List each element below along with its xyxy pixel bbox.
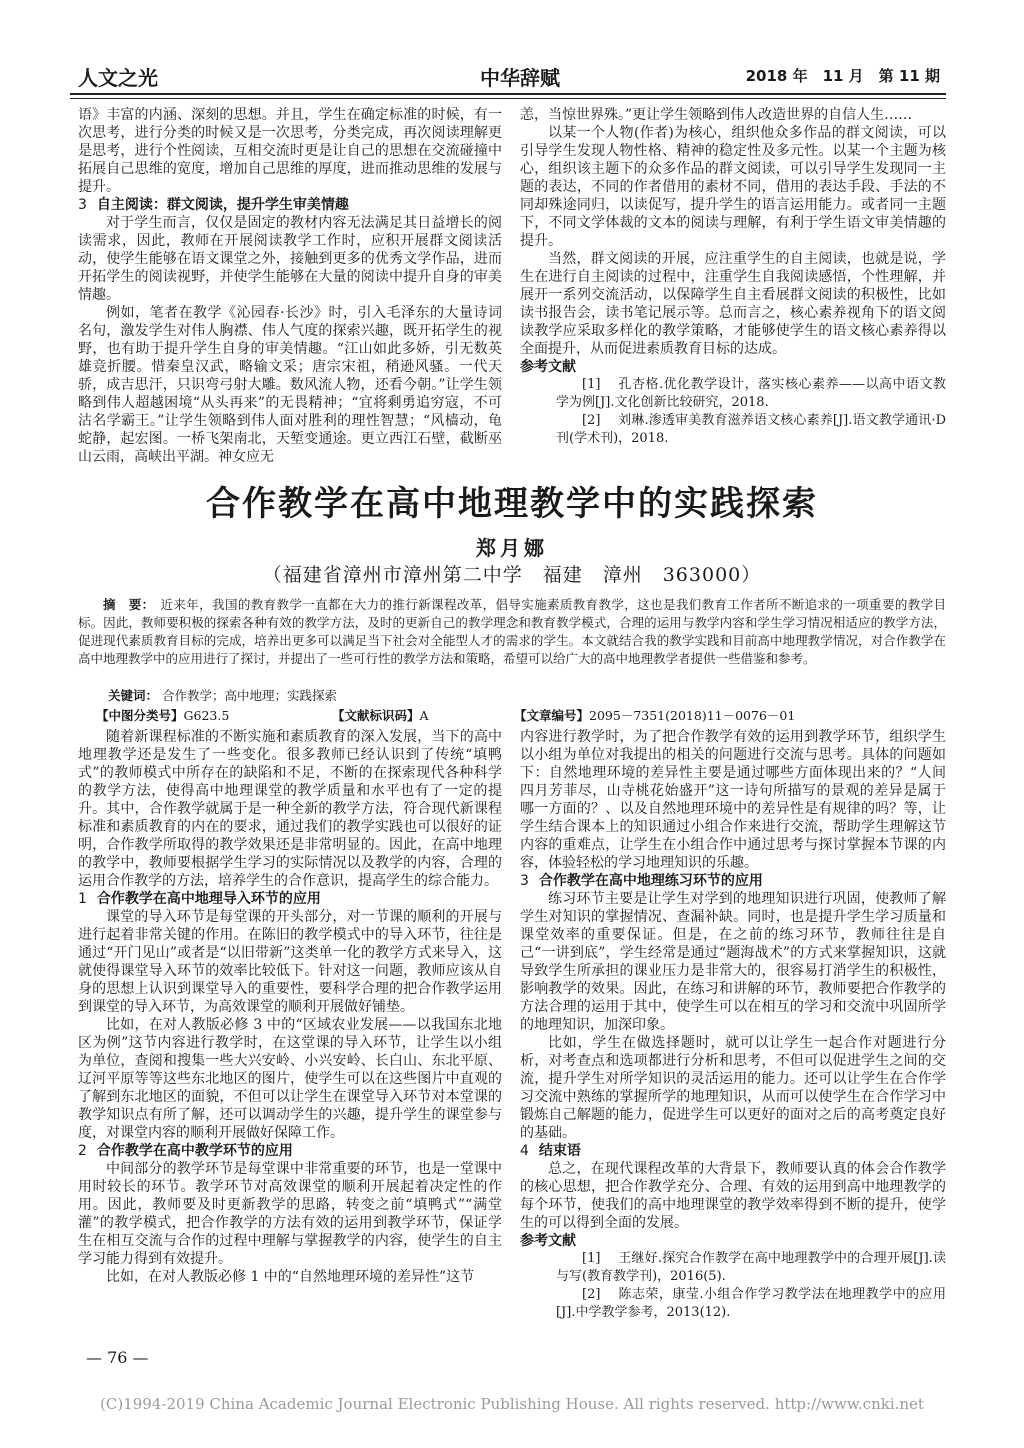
references-heading: 参考文献 <box>520 359 576 375</box>
section-number: 3 <box>78 197 87 213</box>
section-heading <box>78 196 502 214</box>
running-header <box>70 58 946 88</box>
clc-number: 【中图分类号】G623.5 <box>96 708 230 723</box>
paragraph: 语》丰富的内涵、深刻的思想。并且，学生在确定标准的时候，有一次思考，进行分类的时候又是一次思考，分类完成，再次阅读理解更是思考，进行个性阅读，互相交流时更是让自己的思想在交流碰撞中拓展自己思维的宽度，增加自己思维的厚度，进而推动思维的发展与提升。 <box>78 107 502 195</box>
article-left-column <box>78 728 502 1286</box>
document-code: 【文献标识码】A <box>332 708 429 723</box>
prev-article-left-column <box>78 106 502 466</box>
paragraph: 以某一个人物(作者)为核心，组织他众多作品的群文阅读，可以引导学生发现人物性格、精神的稳定性及多元性。以某一个主题为核心，组织该主题下的众多作品的群文阅读，可以引导学生发现同一主题的表达，不同的作者借用的素材不同，借用的表达手段、手法的不同却殊途同归，以读促写，提升学生的语言运用能力。或者同一主题下，不同文学体裁的文本的阅读与理解，有利于学生语文审美情趣的提升。 <box>520 125 946 249</box>
paragraph: 当然，群文阅读的开展，应注重学生的自主阅读，也就是说，学生在进行自主阅读的过程中，注重学生自我阅读感悟，个性理解，并展开一系列交流活动，以保障学生自主看展群文阅读的积极性，比如读书报告会，读书笔记展示等。总而言之，核心素养视角下的语文阅读教学应采取多样化的教学策略，才能够使学生的语文核心素养得以全面提升，从而促进素质教育目标的达成。 <box>520 251 946 357</box>
keywords-text: 合作教学；高中地理；实践探索 <box>162 688 338 703</box>
paragraph: 内容进行教学时，为了把合作教学有效的运用到教学环节，组织学生以小组为单位对我提出的相关的问题进行交流与思考。具体的问题如下：自然地理环境的差异性主要是通过哪些方面体现出来的？“人间四月芳菲尽，山寺桃花始盛开”这一诗句所描写的景观的差异是属于哪一方面的？、以及自然地理环境中的差异性是有规律的吗？等，让学生结合课本上的知识通过小组合作来进行交流，帮助学生理解这节内容的重难点，让学生在小组合作中通过思考与探讨掌握本节课的内容，体验轻松的学习地理知识的乐趣。 <box>520 729 946 871</box>
article-title: 合作教学在高中地理教学中的实践探索 <box>206 484 818 524</box>
section-heading: 2 合作教学在高中教学环节的应用 <box>78 1143 293 1159</box>
paragraph: 比如，在对人教版必修 1 中的“自然地理环境的差异性”这节 <box>106 1269 475 1285</box>
issue-info: 2018 年 11 月 第 11 期 <box>745 67 940 85</box>
page-number: — 76 — <box>86 1348 149 1367</box>
abstract <box>78 596 946 668</box>
article-affiliation: （福建省漳州市漳州第二中学 福建 漳州 363000） <box>262 564 762 586</box>
paragraph: 对于学生而言，仅仅是固定的教材内容无法满足其日益增长的阅读需求，因此，教师在开展阅读教学工作时，应积开展群文阅读活动，使学生能够在语文课堂之外，接触到更多的优秀文学作品，进而开拓学生的阅读视野，并使学生能够在大量的阅读中提升自身的审美情趣。 <box>78 215 502 303</box>
reference-item: [1] 王继好.探究合作教学在高中地理教学中的合理开展[J].读与写(教育教学刊)，2016(5). <box>556 1251 946 1284</box>
article-number: 【文章编号】2095－7351(2018)11－0076－01 <box>514 708 796 723</box>
reference-item: [2] 刘琳.渗透审美教育滋养语文核心素养[J].语文教学通讯·D刊(学术刊)，2018. <box>556 413 946 446</box>
column-name: 人文之光 <box>78 66 158 90</box>
paragraph: 总之，在现代课程改革的大背景下，教师要认真的体会合作教学的核心思想，把合作教学充分、合理、有效的运用到高中地理教学的每个环节，使我们的高中地理课堂的教学效率得到不断的提升，使学生的可以得到全面的发展。 <box>520 1161 946 1231</box>
paragraph: 随着新课程标准的不断实施和素质教育的深入发展，当下的高中地理教学还是发生了一些变化。很多教师已经认识到了传统“填鸭式”的教师模式中所存在的缺陷和不足，不断的在探索现代各种科学的教学方法，使得高中地理课堂的教学质量和水平也有了一定的提升。其中，合作教学就属于是一种全新的教学方法，符合现代新课程标准和素质教育的内在的要求，通过我们的教学实践也可以很好的证明，合作教学所取得的教学效果还是非常明显的。因此，在高中地理的教学中，教师要根据学生学习的实际情况以及教学的内容，合理的运用合作教学的方法，培养学生的合作意识，提高学生的综合能力。 <box>78 729 502 889</box>
copyright-notice: (C)1994-2019 China Academic Journal Electronic Publishing House. All rights reserved. http://www.cnki.net <box>100 1395 924 1413</box>
journal-name: 中华辞赋 <box>480 66 560 90</box>
article-right-column <box>520 728 946 1322</box>
paragraph: 例如，笔者在教学《沁园春·长沙》时，引入毛泽东的大量诗词名句，激发学生对伟人胸襟、伟人气度的探索兴趣，既开拓学生的视野，也有助于提升学生自身的审美情趣。“江山如此多娇，引无数英雄竞折腰。惜秦皇汉武，略输文采；唐宗宋祖，稍逊风骚。一代天骄，成吉思汗，只识弯弓射大雕。数风流人物，还看今朝。”让学生领略到伟人超越困境“从头再来”的无畏精神；“宜将剩勇追穷寇，不可沽名学霸王。”让学生领略到伟人面对胜利的理性智慧；“风樯动，龟蛇静，起宏图。一桥飞架南北，天堑变通途。更立西江石壁，截断巫山云雨，高峡出平湖。神女应无 <box>78 305 502 465</box>
references-heading: 参考文献 <box>520 1233 576 1249</box>
paragraph: 中间部分的教学环节是每堂课中非常重要的环节，也是一堂课中用时较长的环节。教学环节对高效课堂的顺利开展起着决定性的作用。因此，教师要及时更新教学的思路，转变之前“填鸭式”“满堂灌”的教学模式，把合作教学的方法有效的运用到教学环节，保证学生在相互交流与合作的过程中理解与掌握教学的内容，使学生的自主学习能力得到有效提升。 <box>78 1161 502 1267</box>
section-heading: 4 结束语 <box>520 1143 581 1159</box>
section-title: 自主阅读：群文阅读，提升学生审美情趣 <box>96 197 349 213</box>
abstract-label: 摘 要： <box>103 597 155 612</box>
keywords-label: 关键词： <box>108 688 159 703</box>
section-heading: 1 合作教学在高中地理导入环节的应用 <box>78 891 321 907</box>
keywords <box>108 686 337 704</box>
prev-article-right-column <box>520 106 946 448</box>
header-rule <box>70 93 946 95</box>
reference-item: [1] 孔杏格.优化教学设计，落实核心素养——以高中语文教学为例[J].文化创新比较研究，2018. <box>556 377 946 410</box>
paragraph: 练习环节主要是让学生对学到的地理知识进行巩固，使教师了解学生对知识的掌握情况、查漏补缺。同时，也是提升学生学习质量和课堂效率的重要保证。但是，在之前的练习环节，教师往往是自己“一讲到底”，学生经常是通过“题海战术”的方式来掌握知识，这就导致学生所承担的课业压力是非常大的，很容易打消学生的积极性，影响教学的效果。因此，在练习和讲解的环节，教师要把合作教学的方法合理的运用于其中，使学生可以在相互的学习和交流中巩固所学的地理知识，加深印象。 <box>520 891 946 1033</box>
article-author: 郑月娜 <box>476 536 548 560</box>
paragraph: 比如，在对人教版必修 3 中的“区域农业发展——以我国东北地区为例”这节内容进行教学时，在这堂课的导入环节，让学生以小组为单位，查阅和搜集一些大兴安岭、小兴安岭、长白山、东北平原、辽河平原等等这些东北地区的图片，使学生可以在这些图片中直观的了解到东北地区的面貌，不但可以让学生在课堂导入环节对本堂课的教学知识点有所了解，还可以调动学生的兴趣，提升学生的课堂参与度，对课堂内容的顺利开展做好保障工作。 <box>78 1017 502 1141</box>
abstract-text: 近来年，我国的教育教学一直都在大力的推行新课程改革，倡导实施素质教育教学，这也是我们教育工作者所不断追求的一项重要的教学目标。因此，教师要积极的探索各种有效的教学方法，及时的更新自己的教学理念和教育教学模式，合理的运用与教学内容和学生学习情况相适应的教学方法，促进现代素质教育目标的完成，培养出更多可以满足当下社会对全能型人才的需求的学生。本文就结合我的教学实践和目前高中地理教学情况，对合作教学在高中地理教学中的应用进行了探讨，并提出了一些可行性的教学方法和策略，希望可以给广大的高中地理教学者提供一些借鉴和参考。 <box>78 597 946 666</box>
header-rule-thin <box>70 98 946 99</box>
paragraph: 恙，当惊世界殊。”更让学生领略到伟人改造世界的自信人生…… <box>520 107 913 123</box>
section-heading: 3 合作教学在高中地理练习环节的应用 <box>520 873 763 889</box>
paragraph: 课堂的导入环节是每堂课的开头部分，对一节课的顺利的开展与进行起着非常关键的作用。在陈旧的教学模式中的导入环节，往往是通过“开门见山”或者是“以旧带新”这类单一化的教学方式来导入，这就使得课堂导入环节的效率比较低下。针对这一问题，教师应该从自身的思想上认识到课堂导入的重要性，要科学合理的把合作教学运用到课堂的导入环节，为高效课堂的顺利开展做好铺垫。 <box>78 909 502 1015</box>
paragraph: 比如，学生在做选择题时，就可以让学生一起合作对题进行分析，对考查点和选项都进行分析和思考，不但可以促进学生之间的交流，提升学生对所学知识的灵活运用的能力。还可以让学生在合作学习交流中熟练的掌握所学的地理知识，从而可以使学生在合作学习中锻炼自己解题的能力，促进学生可以更好的面对之后的高考奠定良好的基础。 <box>520 1035 946 1141</box>
reference-item: [2] 陈志荣，康莹.小组合作学习教学法在地理教学中的应用[J].中学教学参考，2013(12). <box>556 1287 946 1320</box>
